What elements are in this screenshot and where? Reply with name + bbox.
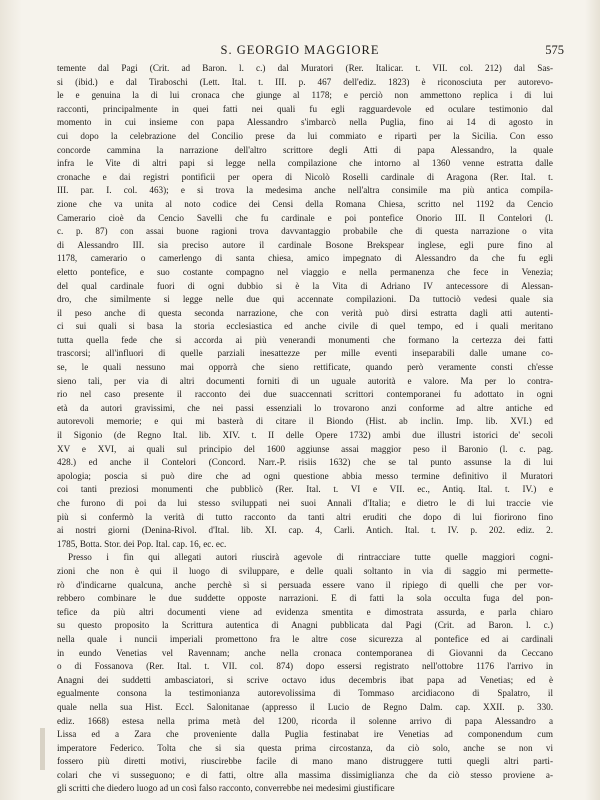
text-line: trascorsi; all'influori di quelle parziali inesattezze per mille eventi inseparabili dalle umane co-: [57, 348, 553, 359]
text-line: imperatore Federico. Tolta che si sia questa prima circostanza, da ciò solo, anche se non vi: [57, 742, 553, 753]
binding-shadow: [40, 728, 45, 770]
text-line: cronache e dai registri pontificii per opera di Nicolò Roselli cardinale di Aragona (Rer. Ital. t.: [57, 171, 553, 182]
text-line: rio nel caso presente il racconto dei due suaccennati scrittori contemporanei fu adottato in ogni: [57, 389, 553, 400]
text-line: 428.) ed anche il Contelori (Concord. Narr.-P. risiis 1632) che se tal punto assunse la di lui: [57, 457, 553, 468]
text-line: coi tanti preziosi monumenti che pubblicò (Rer. Ital. t. VI e VII. ec., Antiq. Ital. t. IV.) e: [57, 484, 553, 495]
text-line: tutta quella fede che si accorda ai più venerandi monumenti che formano la certezza dei fatti: [57, 334, 553, 345]
text-line: momento in cui insieme con papa Alessandro s'imbarcò nella Puglia, fino ai 14 di agosto in: [57, 117, 553, 128]
text-line: temente dal Pagi (Crit. ad Baron. l. c.) dal Muratori (Rer. Italicar. t. VII. col. 212) dal Sas-: [57, 63, 553, 73]
text-line: 1785, Botta. Stor. dei Pop. Ital. cap. 16, ec. ec.: [57, 538, 227, 549]
text-line: sieno tali, per via di altri documenti forniti di un uguale autorità e valore. Ma per lo contra-: [57, 375, 553, 386]
text-line: tefice da più altri documenti viene ad evidenza smentita e dimostrata assurda, e parla chiaro: [57, 606, 553, 617]
text-line: ai nostri giorni (Denina-Rivol. d'Ital. lib. XI. cap. 4, Carli. Antich. Ital. t. IV. p. 202. ediz. 2.: [57, 525, 553, 536]
text-line: cui dopo la celebrazione del Concilio prese da lui commiato e ripartì per la Sicilia. Con esso: [57, 130, 553, 141]
text-line: rò d'indicarne qualcuna, anche perchè sì si persuada essere vano il ripiego di quelli che per vor-: [57, 579, 553, 590]
text-line: che furono di poi da lui stesso sviluppati nei suoi Annali d'Italia; e dietro le di lui traccie vie: [57, 498, 553, 508]
text-line: apologia; poscia si può dire che ad ogni questione abbia messo termine definitivo il Muratori: [57, 470, 553, 481]
text-line: gli scritti che diedero luogo ad un così falso racconto, converrebbe nei medesimi giustificare: [57, 783, 395, 794]
text-line: zione che va unita al noto codice dei Censi della Romana Chiesa, scritto nel 1192 da Cencio: [57, 198, 553, 209]
text-line: autorevoli memorie; e qui mi basterà di citare il Biondo (Hist. ab inclin. Imp. lib. XVI.) ed: [57, 416, 553, 427]
text-line: nella quale i nuncii imperiali promettono fra le altre cose sicurezza al pontefice ed ai cardinali: [57, 633, 553, 644]
text-line: III. par. I. col. 463); e si trova la medesima anche nell'altra consimile ma più antica compila-: [57, 185, 553, 196]
text-line: infra le Vite di altri papi si legge nella compilazione che intorno al 1360 venne estratta dalle: [57, 158, 553, 169]
text-line: racconti, principalmente in quei fatti nei quali fu egli ragguardevole ed oculare testimonio dal: [57, 103, 553, 114]
text-line: zioni che non è qui il luogo di sviluppare, e delle quali soltanto in via di saggio mi permette-: [57, 565, 553, 576]
text-line: quale nella sua Hist. Eccl. Salonitanae (appresso il Lucio de Regno Dalm. cap. XXII. p. 330.: [57, 701, 553, 712]
text-line: XV e XVI, ai quali sul principio del 1600 aggiunse assai maggior peso il Baronio (l. c. pag.: [57, 443, 553, 454]
text-line: si (ibid.) e dal Tiraboschi (Lett. Ital. t. III. p. 467 dell'ediz. 1823) è riconosciuta per autorevo-: [57, 76, 553, 87]
text-line: rebbero combinare le due suddette opposte narrazioni. E di fatti la sola occulta fuga del pon-: [57, 593, 553, 604]
text-line: Lissa ed a Zara che proveniente dalla Puglia festinabat ire Venetias ad componendum cum: [57, 729, 553, 740]
text-line: ci sui quali si basa la storia ecclesiastica ed anche civile di quel tempo, ed i quali meritano: [57, 321, 553, 332]
text-line: il Sigonio (de Regno Ital. lib. XIV. t. II delle Opere 1732) ambi due illustri istorici de' secoli: [57, 430, 553, 441]
text-line: o di Fossanova (Rer. Ital. t. VII. col. 874) dopo essersi registrato nell'ottobre 1176 l'arrivo in: [57, 661, 553, 672]
text-line: età da autori gravissimi, che nei passi essenziali lo trovarono anzi conforme ad altre antiche ed: [57, 402, 553, 413]
text-line: Presso i fin qui allegati autori riuscirà agevole di rintracciare tutte quelle maggiori cogni-: [68, 552, 553, 563]
text-line: eletto pontefice, e suo costante compagno nel viaggio e nella permanenza che fece in Venezia;: [57, 266, 553, 277]
text-line: 1178, camerario o camerlengo di santa chiesa, amico impegnato di Alessandro da che fu egli: [57, 253, 553, 264]
body-text: [57, 62, 553, 794]
text-line: colari che vi susseguono; e di fatti, oltre alla massima dissimiglianza che da ciò stesso proviene a-: [57, 769, 553, 780]
page-number: 575: [545, 43, 564, 57]
text-line: se, le quali nessuno mai opporrà che sieno rettificate, quando però veramente consti ch'esse: [57, 362, 553, 373]
text-line: Camerario cioè da Cencio Savelli che fu cardinale e poi pontefice Onorio III. Il Contelori (l.: [57, 212, 553, 223]
text-line: fossero più diretti motivi, riuscirebbe facile di mano mano distruggere tutti quegli altri parti-: [57, 756, 553, 767]
text-line: dro, che similmente si legge nelle due qui accennate compilazioni. Da tuttociò vedesi quale sia: [57, 294, 553, 305]
text-line: le e genuina la di lui cronaca che giunge al 1178; e perciò non ammettono replica i di lui: [57, 90, 553, 101]
text-line: più si confermò la verità di tutto racconto da tanti altri eruditi che dopo di lui fiorirono fino: [57, 511, 553, 522]
text-line: c. p. 87) con assai buone ragioni trova davvantaggio probabile che di questa narrazione o vita: [57, 226, 553, 237]
page-header: [0, 43, 600, 61]
text-line: del qual cardinale fuori di ogni dubbio si è la Vita di Adriano IV antecessore di Alessan-: [57, 280, 553, 291]
text-line: Anagni dei suddetti ambasciatori, si scrive octavo idus decembris ibat papa ad Venetias; ed è: [57, 674, 553, 685]
running-head: S. GEORGIO MAGGIORE: [220, 43, 380, 57]
text-line: concorde cammina la narrazione dell'altro scrittore degli Atti di papa Alessandro, la quale: [57, 144, 553, 155]
text-line: di Alessandro III. sia preciso autore il cardinale Bosone Brekspear inglese, egli pure fino al: [57, 239, 553, 250]
text-line: ediz. 1668) estesa nella prima metà del 1200, ricorda il solenne arrivo di papa Alessandro a: [57, 715, 553, 726]
text-line: il peso anche di questa seconda narrazione, che con verità può dirsi estratta dagli atti autenti-: [57, 307, 553, 318]
text-line: in eundo Venetias vel Ravennam; anche nella cronaca contemporanea di Giovanni da Ceccano: [57, 647, 553, 658]
text-line: egualmente consona la testimonianza autorevolissima di Tommaso arcidiacono di Spalatro, il: [57, 688, 553, 699]
text-line: su questo proposito la Scrittura autentica di Anagni pubblicata dal Pagi (Crit. ad Baron. l. c.): [57, 620, 553, 631]
